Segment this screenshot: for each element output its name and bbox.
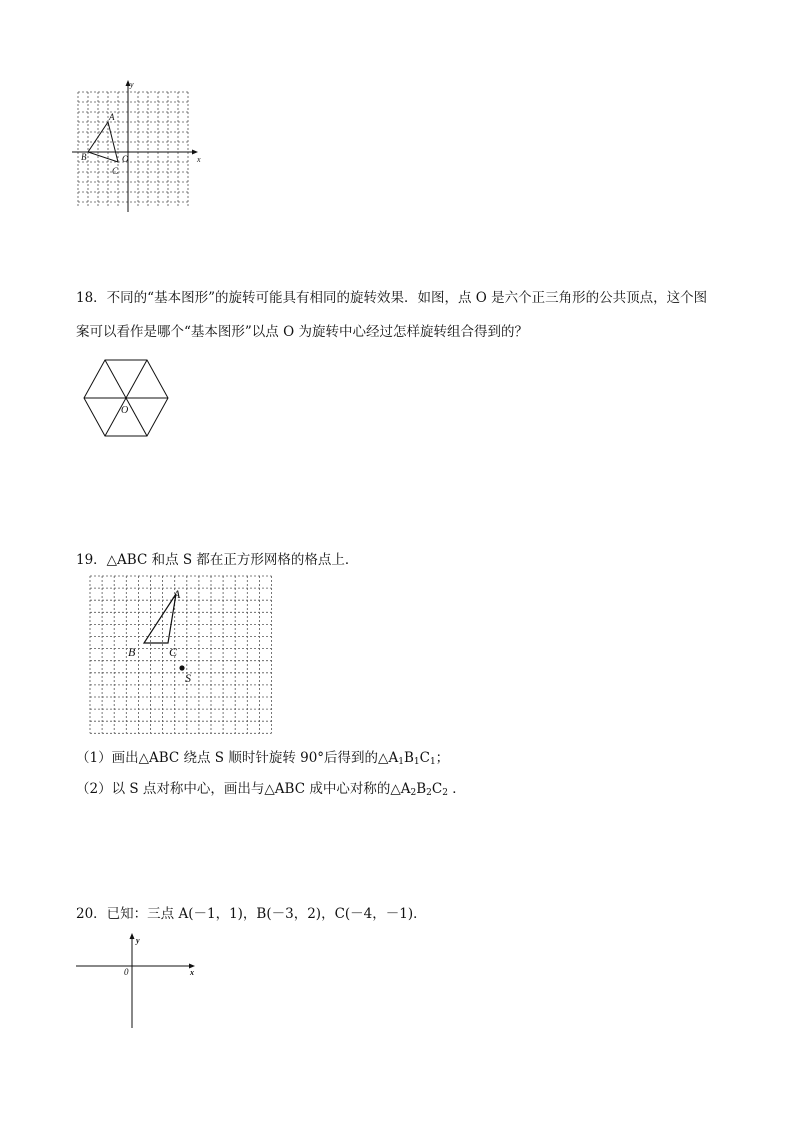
q19-label-c: C: [169, 645, 178, 659]
q19-part1-end: ；: [435, 750, 450, 766]
q20-label-origin: 0: [124, 967, 129, 977]
q17-grid-lines: [78, 92, 188, 208]
q20-label-y: y: [136, 936, 140, 945]
q19-triangle-abc: [144, 594, 176, 643]
q17-label-y: y: [130, 80, 134, 89]
q18-label-o: O: [121, 405, 129, 416]
q19-point-s: [179, 665, 184, 670]
q19-grid-figure: [86, 572, 282, 746]
q17-label-c: C: [112, 166, 119, 176]
q19-part2-mid2: C: [431, 781, 443, 797]
q19-label-s: S: [185, 671, 191, 685]
q19-part1-prefix: （1）画出△ABC 绕点 S 顺时针旋转 90°后得到的△A: [76, 750, 399, 766]
q17-x-arrow: [192, 150, 198, 155]
q19-label-a: A: [173, 587, 181, 601]
q19-part1: [76, 748, 449, 772]
q18-text-line2: 案可以看作是哪个“基本图形”以点 O 为旋转中心经过怎样旋转组合得到的？: [76, 324, 528, 340]
q19-part1-sub3: 1: [429, 757, 436, 767]
q19-part1-mid1: B: [403, 750, 414, 766]
q19-part1-sub2: 1: [413, 757, 420, 767]
q18-hexagon-svg: [78, 352, 174, 444]
q20-label-x: x: [190, 968, 194, 977]
q19-grid-lines: [90, 576, 272, 733]
q18-hexagon-figure: [78, 352, 174, 448]
q19-part1-sub1: 1: [398, 757, 404, 767]
q19-part2-sub1: 2: [410, 788, 417, 798]
q20-axes-figure: [74, 930, 204, 1034]
q17-grid-svg: [70, 78, 210, 216]
q19-grid-svg: [86, 572, 282, 742]
q19-part2-sub3: 2: [442, 788, 448, 798]
q19-part2-mid1: B: [416, 781, 427, 797]
q20-intro: 20．已知：三点 A(－1，1)，B(－3，2)，C(－4，－1)．: [76, 906, 427, 922]
q17-label-a: A: [109, 112, 115, 122]
q17-coordinate-figure: [70, 78, 210, 220]
q17-label-x: x: [197, 155, 201, 164]
q17-label-o: O: [122, 154, 129, 164]
q19-label-b: B: [128, 645, 136, 659]
q19-part2-prefix: （2）以 S 点对称中心，画出与△ABC 成中心对称的△A: [76, 781, 411, 797]
q19-part1-mid2: C: [419, 750, 430, 766]
q18-text-line1: 18．不同的“基本图形”的旋转可能具有相同的旋转效果．如图，点 O 是六个正三角形的公共顶点，这个图: [76, 290, 708, 306]
q20-y-arrow: [130, 933, 135, 939]
q17-label-b: B: [81, 152, 87, 162]
q19-part2-sub2: 2: [426, 788, 432, 798]
q20-axes-svg: [74, 930, 204, 1030]
q19-part2-end: ．: [447, 781, 466, 797]
q19-part2: [76, 779, 466, 803]
q19-intro: 19．△ABC 和点 S 都在正方形网格的格点上．: [76, 552, 359, 568]
